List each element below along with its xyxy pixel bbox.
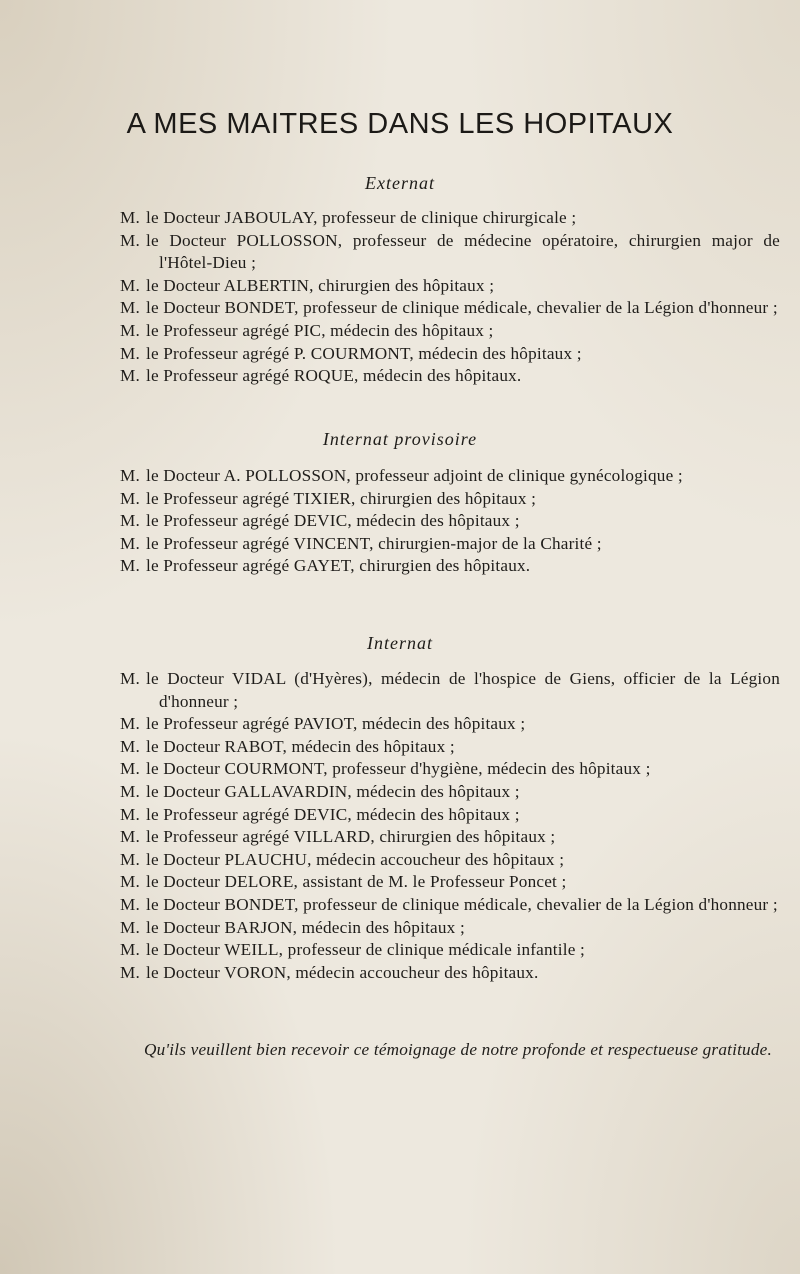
list-item: M. le Docteur COURMONT, professeur d'hygiène, médecin des hôpitaux ; — [120, 759, 651, 779]
list-item: M. le Professeur agrégé ROQUE, médecin des hôpitaux. — [120, 366, 522, 386]
page-title: A MES MAITRES DANS LES HOPITAUX — [126, 108, 674, 140]
list-item: M. le Docteur GALLAVARDIN, médecin des hôpitaux ; — [120, 781, 520, 801]
list-item: M. le Docteur BARJON, médecin des hôpitaux ; — [120, 917, 465, 937]
list-item: M. le Professeur agrégé P. COURMONT, médecin des hôpitaux ; — [120, 343, 582, 363]
list-item: M. le Docteur WEILL, professeur de clinique médicale infantile ; — [120, 940, 586, 960]
section-heading-externat: Externat — [365, 173, 435, 193]
list-item: M. le Docteur BONDET, professeur de clinique médicale, chevalier de la Légion d'honneur ; — [120, 894, 778, 914]
section-heading-internat-provisoire: Internat provisoire — [322, 429, 478, 449]
list-item: M. le Professeur agrégé GAYET, chirurgien des hôpitaux. — [120, 556, 531, 576]
section-heading-internat: Internat — [367, 633, 433, 653]
list-item: M. le Docteur ALBERTIN, chirurgien des hôpitaux ; — [120, 275, 495, 295]
list-item: M. le Professeur agrégé DEVIC, médecin des hôpitaux ; — [120, 511, 520, 531]
list-item: M. le Docteur POLLOSSON, professeur de médecine opératoire, chirurgien major de l'Hôtel-Dieu ; — [120, 230, 780, 273]
closing-paragraph: Qu'ils veuillent bien recevoir ce témoignage de notre profonde et respectueuse gratitude. — [144, 1040, 772, 1060]
list-item: M. le Docteur JABOULAY, professeur de clinique chirurgicale ; — [120, 208, 577, 227]
list-item: M. le Professeur agrégé PIC, médecin des hôpitaux ; — [120, 320, 494, 340]
list-item: M. le Docteur DELORE, assistant de M. le Professeur Poncet ; — [120, 872, 567, 892]
list-item: M. le Docteur PLAUCHU, médecin accoucheur des hôpitaux ; — [120, 849, 565, 869]
list-item: M. le Professeur agrégé DEVIC, médecin des hôpitaux ; — [120, 804, 520, 824]
list-item: M. le Professeur agrégé VINCENT, chirurgien-major de la Charité ; — [120, 533, 602, 553]
list-item: M. le Docteur RABOT, médecin des hôpitaux ; — [120, 736, 455, 756]
list-item: M. le Docteur BONDET, professeur de clinique médicale, chevalier de la Légion d'honneur ; — [120, 298, 778, 318]
list-item: M. le Docteur VIDAL (d'Hyères), médecin de l'hospice de Giens, officier de la Légion d'honneur ; — [120, 669, 780, 711]
section-list-internat — [120, 668, 780, 984]
list-item: M. le Docteur VORON, médecin accoucheur des hôpitaux. — [120, 962, 539, 982]
list-item: M. le Docteur A. POLLOSSON, professeur adjoint de clinique gynécologique ; — [120, 466, 683, 485]
section-list-internat-provisoire — [120, 465, 780, 578]
list-item: M. le Professeur agrégé VILLARD, chirurgien des hôpitaux ; — [120, 827, 556, 847]
section-list-externat — [120, 207, 780, 388]
list-item: M. le Professeur agrégé TIXIER, chirurgien des hôpitaux ; — [120, 488, 537, 508]
list-item: M. le Professeur agrégé PAVIOT, médecin des hôpitaux ; — [120, 714, 526, 734]
